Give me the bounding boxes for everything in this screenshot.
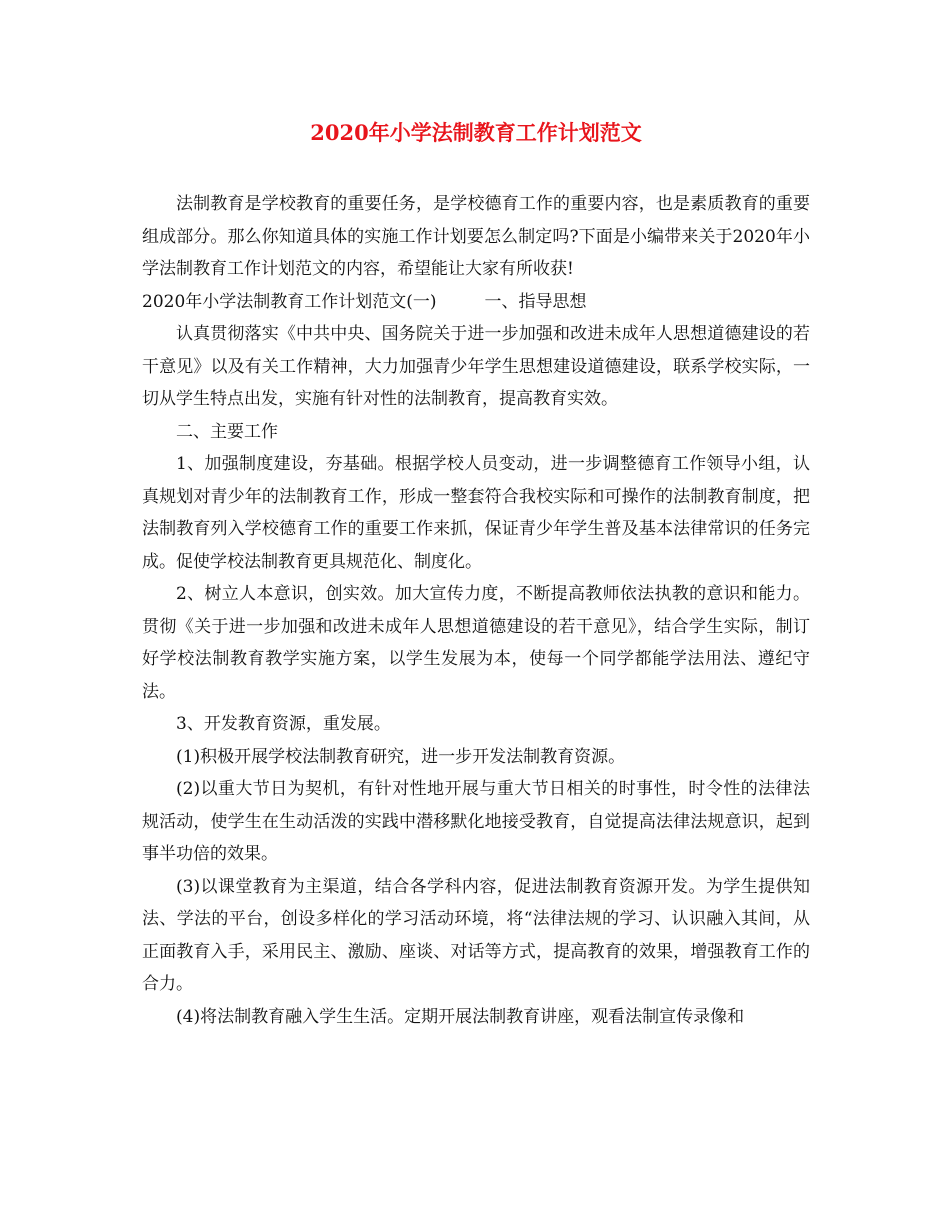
section-title: 2020年小学法制教育工作计划范文(一)	[142, 291, 437, 312]
sub-item-4-paragraph: (4)将法制教育融入学生生活。定期开展法制教育讲座，观看法制宣传录像和	[176, 1006, 745, 1027]
sub-item-3-paragraph: (3)以课堂教育为主渠道，结合各学科内容，促进法制教育资源开发。为学生提供知法、学法的平台，创设多样化的学习活动环境，将“法律法规的学习、认识融入其间，从正面教育入手，采用民主、激励、座谈、对话等方式，提高教育的效果，增强教育工作的合力。	[142, 876, 810, 994]
work-item-2-paragraph: 2、树立人本意识，创实效。加大宣传力度，不断提高教师依法执教的意识和能力。贯彻《关于进一步加强和改进未成年人思想道德建设的若干意见》，结合学生实际，制订好学校法制教育教学实施方案，以学生发展为本，使每一个同学都能学法用法、遵纪守法。	[142, 584, 810, 702]
sub-item-1-paragraph: (1)积极开展学校法制教育研究，进一步开发法制教育资源。	[176, 746, 626, 767]
sub-item-2-paragraph: (2)以重大节日为契机，有针对性地开展与重大节日相关的时事性，时令性的法律法规活动，使学生在生动活泼的实践中潜移默化地接受教育，自觉提高法律法规意识，起到事半功倍的效果。	[142, 779, 810, 864]
intro-paragraph: 法制教育是学校教育的重要任务，是学校德育工作的重要内容，也是素质教育的重要组成部分。那么你知道具体的实施工作计划要怎么制定吗?下面是小编带来关于2020年小学法制教育工作计划范文的内容，希望能让大家有所收获!	[142, 194, 810, 279]
work-item-3-paragraph: 3、开发教育资源，重发展。	[176, 714, 391, 734]
document-title: 2020年小学法制教育工作计划范文	[310, 120, 642, 145]
main-work-heading: 二、主要工作	[176, 421, 278, 442]
guiding-thought-heading: 一、指导思想	[484, 291, 587, 312]
guiding-thought-paragraph: 认真贯彻落实《中共中央、国务院关于进一步加强和改进未成年人思想道德建设的若干意见》以及有关工作精神，大力加强青少年学生思想建设道德建设，联系学校实际，一切从学生特点出发，实施有针对性的法制教育，提高教育实效。	[142, 324, 810, 409]
section-heading-line	[142, 286, 810, 319]
work-item-1-paragraph: 1、加强制度建设，夯基础。根据学校人员变动，进一步调整德育工作领导小组，认真规划对青少年的法制教育工作，形成一整套符合我校实际和可操作的法制教育制度，把法制教育列入学校德育工作的重要工作来抓，保证青少年学生普及基本法律常识的任务完成。促使学校法制教育更具规范化、制度化。	[142, 454, 810, 572]
